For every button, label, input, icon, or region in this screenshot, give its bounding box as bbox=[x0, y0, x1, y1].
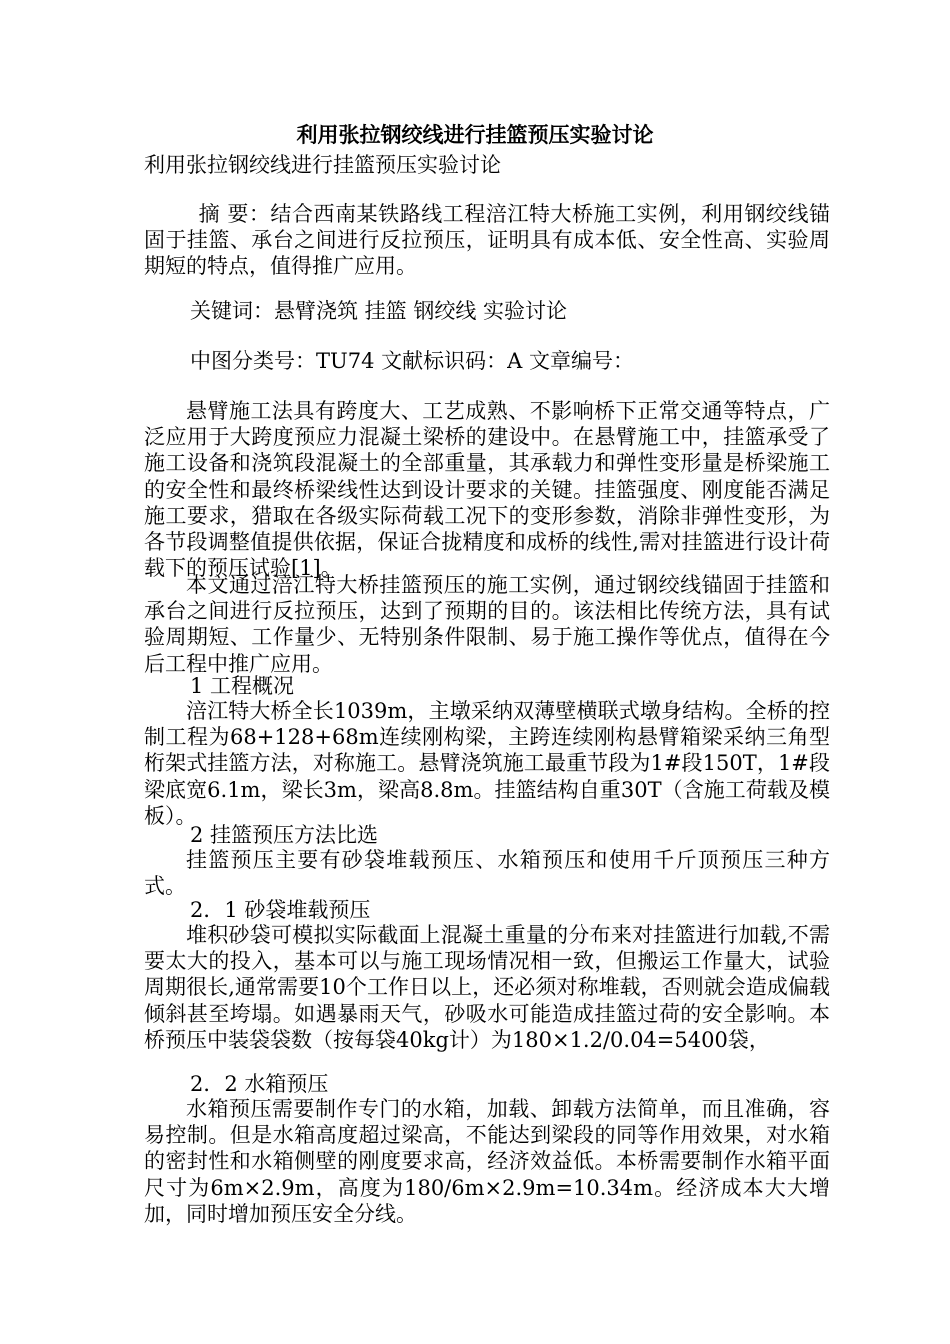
section-2-2-heading: 2．2 水箱预压 bbox=[190, 1072, 329, 1096]
section-2-1-heading: 2．1 砂袋堆载预压 bbox=[190, 898, 371, 922]
section-2-1-paragraph: 堆积砂袋可模拟实际截面上混凝土重量的分布来对挂篮进行加载,不需要太大的投入，基本可以与施工现场情况相一致，但搬运工作量大，试验周期很长,通常需要10个工作日以上，还必须对称堆载，否则就会造成偏载倾斜甚至垮塌。如遇暴雨天气，砂吸水可能造成挂篮过荷的安全影响。本桥预压中装袋袋数（按每袋40kg计）为180×1.2/0.04=5400袋， bbox=[144, 923, 830, 1052]
section-2-paragraph: 挂篮预压主要有砂袋堆载预压、水箱预压和使用千斤顶预压三种方式。 bbox=[144, 848, 830, 899]
intro-paragraph-2: 本文通过涪江特大桥挂篮预压的施工实例，通过钢绞线锚固于挂篮和承台之间进行反拉预压，达到了预期的目的。该法相比传统方法，具有试验周期短、工作量少、无特别条件限制、易于施工操作等优点，值得在今后工程中推广应用。 bbox=[144, 573, 830, 676]
intro-paragraph-1: 悬臂施工法具有跨度大、工艺成熟、不影响桥下正常交通等特点，广泛应用于大跨度预应力混凝土梁桥的建设中。在悬臂施工中，挂篮承受了施工设备和浇筑段混凝土的全部重量，其承载力和弹性变形量是桥梁施工的安全性和最终桥梁线性达到设计要求的关键。挂篮强度、刚度能否满足施工要求，猎取在各级实际荷载工况下的变形参数，消除非弹性变形，为各节段调整值提供依据，保证合拢精度和成桥的线性,需对挂篮进行设计荷载下的预压试验[1]。 bbox=[144, 399, 830, 581]
document-subtitle: 利用张拉钢绞线进行挂篮预压实验讨论 bbox=[144, 153, 501, 177]
classification-line: 中图分类号：TU74 文献标识码：A 文章编号： bbox=[190, 349, 634, 373]
section-1-paragraph: 涪江特大桥全长1039m，主墩采纳双薄壁横联式墩身结构。全桥的控制工程为68+128+68m连续刚构梁，主跨连续刚构悬臂箱梁采纳三角型桁架式挂篮方法，对称施工。悬臂浇筑施工最重节段为1#段150T，1#段梁底宽6.1m，梁长3m，梁高8.8m。挂篮结构自重30T（含施工荷载及模板）。 bbox=[144, 699, 830, 828]
section-1-heading: 1 工程概况 bbox=[190, 674, 295, 698]
section-2-heading: 2 挂篮预压方法比选 bbox=[190, 823, 379, 847]
document-title: 利用张拉钢绞线进行挂篮预压实验讨论 bbox=[296, 122, 654, 147]
keywords-line: 关键词：悬臂浇筑 挂篮 钢绞线 实验讨论 bbox=[190, 299, 568, 323]
abstract-paragraph: 摘 要：结合西南某铁路线工程涪江特大桥施工实例，利用钢绞线锚固于挂篮、承台之间进行反拉预压，证明具有成本低、安全性高、实验周期短的特点，值得推广应用。 bbox=[144, 202, 830, 279]
section-2-2-paragraph: 水箱预压需要制作专门的水箱，加载、卸载方法简单，而且准确，容易控制。但是水箱高度超过梁高，不能达到梁段的同等作用效果，对水箱的密封性和水箱侧壁的刚度要求高，经济效益低。本桥需要制作水箱平面尺寸为6m×2.9m，高度为180/6m×2.9m=10.34m。经济成本大大增加，同时增加预压安全分线。 bbox=[144, 1097, 830, 1226]
